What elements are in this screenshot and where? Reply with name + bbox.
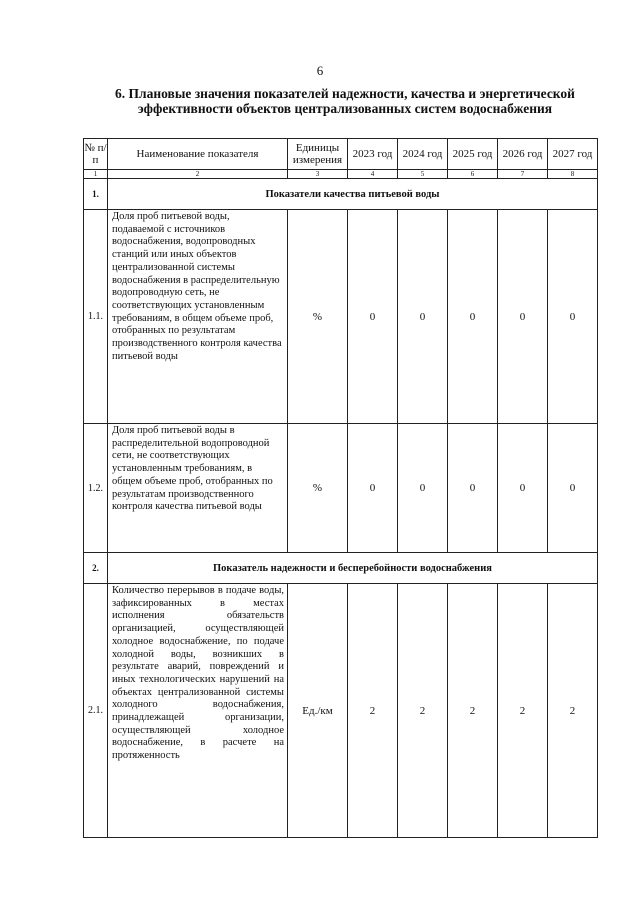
indicator-name: Доля проб питьевой воды, подаваемой с источников водоснабжения, водопроводных станций или иных объектов централизованной системы водоснабжения в распределительную водопроводную сеть, не соответствующих установленным требованиям, в общем объеме проб, отобранных по результатам производственного контроля качества питьевой воды xyxy=(108,210,288,424)
column-index-row xyxy=(84,170,598,179)
value-cell: 0 xyxy=(548,424,598,553)
header-unit: Единицы измерения xyxy=(288,139,348,170)
value-cell: 0 xyxy=(348,424,398,553)
header-year-2027: 2027 год xyxy=(548,139,598,170)
value-cell: 0 xyxy=(498,210,548,424)
indicator-name: Доля проб питьевой воды в распределительной водопроводной сети, не соответствующих установленным требованиям, в общем объеме проб, отобранных по результатам производственного контроля качества питьевой воды xyxy=(108,424,288,553)
value-cell: 0 xyxy=(498,424,548,553)
column-index: 2 xyxy=(108,170,288,179)
value-cell: 2 xyxy=(348,584,398,838)
column-index: 8 xyxy=(548,170,598,179)
row-number: 2.1. xyxy=(84,584,108,838)
table-row xyxy=(84,424,598,553)
unit-cell: % xyxy=(288,424,348,553)
value-cell: 2 xyxy=(548,584,598,838)
value-cell: 0 xyxy=(398,210,448,424)
column-index: 5 xyxy=(398,170,448,179)
value-cell: 0 xyxy=(548,210,598,424)
table-row xyxy=(84,584,598,838)
table-row xyxy=(84,210,598,424)
section-row xyxy=(84,179,598,210)
unit-cell: % xyxy=(288,210,348,424)
header-year-2025: 2025 год xyxy=(448,139,498,170)
section-row xyxy=(84,553,598,584)
indicators-table xyxy=(83,138,598,838)
column-index: 6 xyxy=(448,170,498,179)
section-title: Показатель надежности и бесперебойности водоснабжения xyxy=(108,553,598,584)
page-number: 6 xyxy=(316,63,324,78)
column-index: 4 xyxy=(348,170,398,179)
section-title: Показатели качества питьевой воды xyxy=(108,179,598,210)
header-row xyxy=(84,139,598,170)
section-number: 1. xyxy=(84,179,108,210)
column-index: 3 xyxy=(288,170,348,179)
header-year-2023: 2023 год xyxy=(348,139,398,170)
value-cell: 0 xyxy=(348,210,398,424)
header-year-2024: 2024 год xyxy=(398,139,448,170)
value-cell: 2 xyxy=(498,584,548,838)
value-cell: 0 xyxy=(448,424,498,553)
value-cell: 2 xyxy=(448,584,498,838)
column-index: 7 xyxy=(498,170,548,179)
header-name: Наименование показателя xyxy=(108,139,288,170)
header-year-2026: 2026 год xyxy=(498,139,548,170)
section-number: 2. xyxy=(84,553,108,584)
indicator-name: Количество перерывов в подаче воды, зафиксированных в местах исполнения обязательств организацией, осуществляющей холодное водоснабжение, по подаче холодной воды, возникших в результате аварий, повреждений и иных технологических нарушений на объектах централизованной системы холодного водоснабжения, принадлежащей организации, осуществляющей холодное водоснабжение, в расчете на протяженность xyxy=(108,584,288,838)
row-number: 1.2. xyxy=(84,424,108,553)
value-cell: 2 xyxy=(398,584,448,838)
column-index: 1 xyxy=(84,170,108,179)
unit-cell: Ед./км xyxy=(288,584,348,838)
value-cell: 0 xyxy=(398,424,448,553)
row-number: 1.1. xyxy=(84,210,108,424)
header-num: № п/п xyxy=(84,139,108,170)
page-title: 6. Плановые значения показателей надежности, качества и энергетической эффективности объектов централизованных систем водоснабжения xyxy=(115,86,575,116)
value-cell: 0 xyxy=(448,210,498,424)
